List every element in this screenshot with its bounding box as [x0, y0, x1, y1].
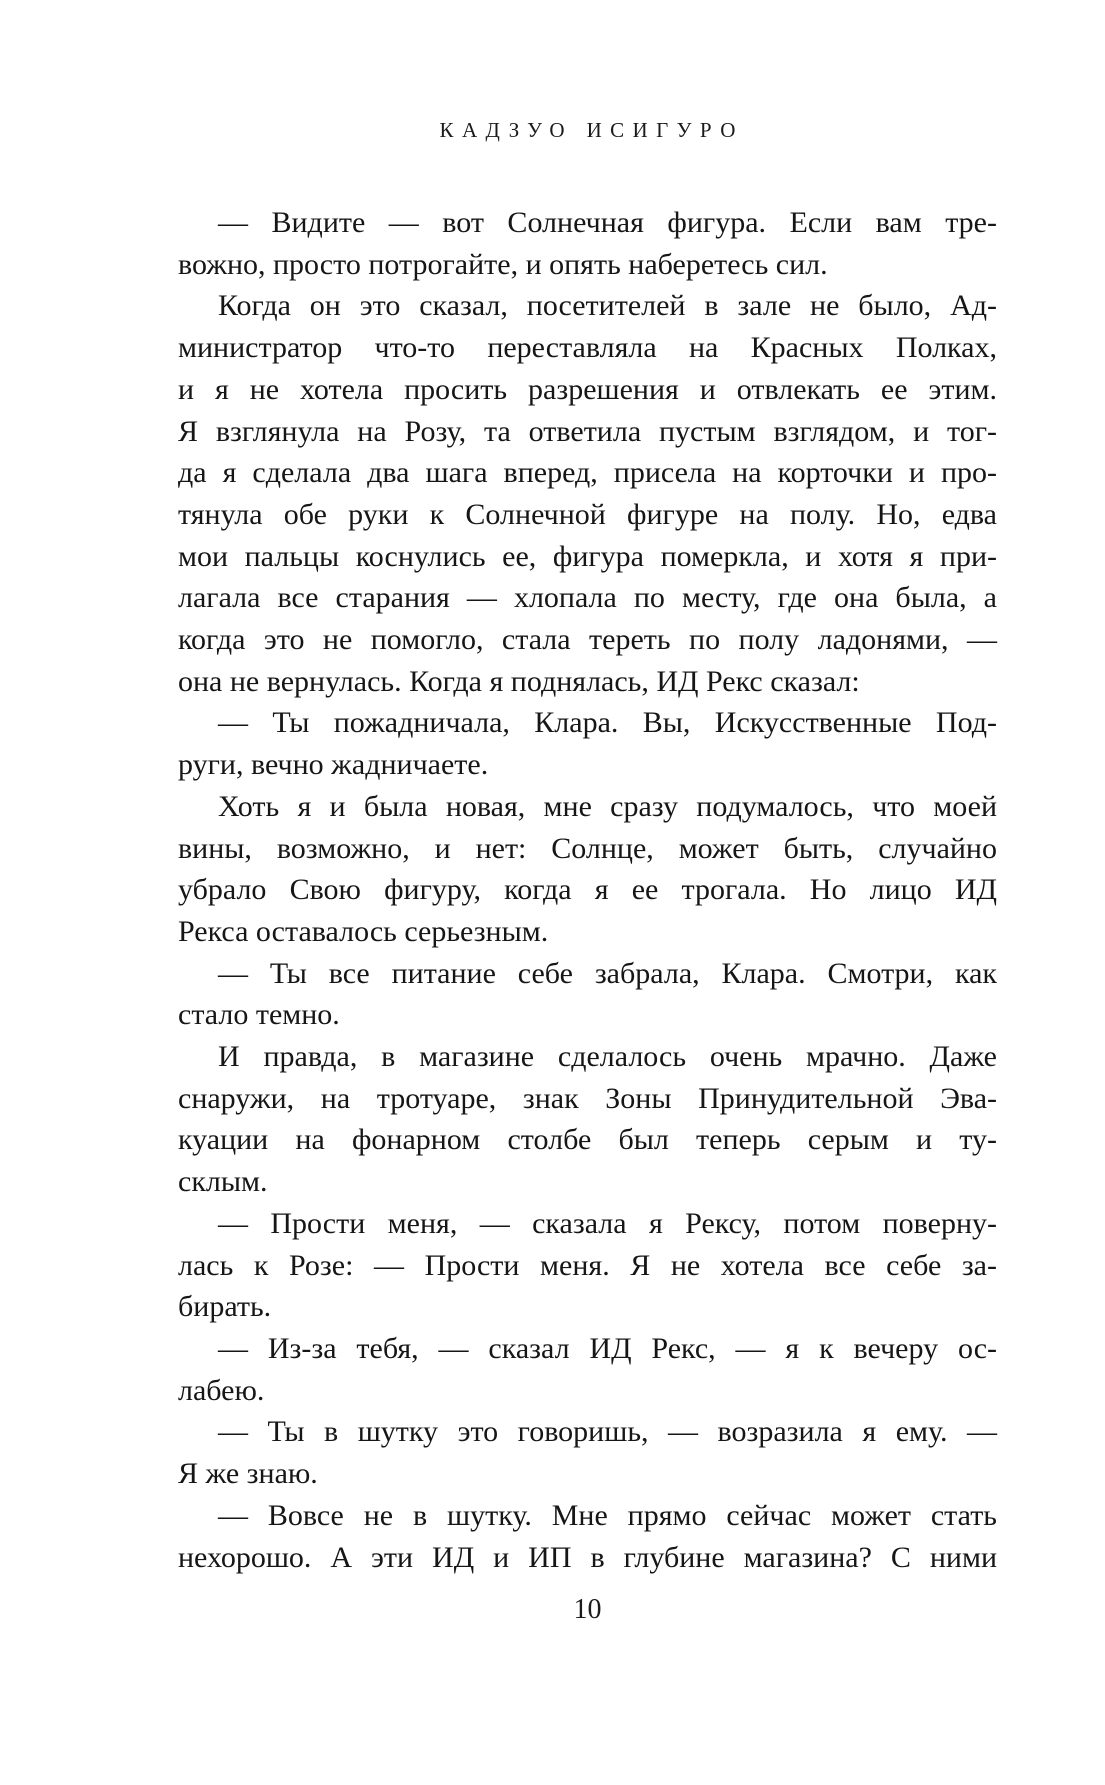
text-line: да я сделала два шага вперед, присела на корточки и про- — [178, 456, 997, 490]
text-line: — Видите — вот Солнечная фигура. Если вам тре- — [218, 206, 997, 239]
page-number: 10 — [573, 1594, 602, 1625]
text-line: она не вернулась. Когда я поднялась, ИД Рекс сказал: — [178, 664, 860, 698]
text-line: куации на фонарном столбе был теперь серым и ту- — [178, 1123, 997, 1157]
text-line: — Ты пожадничала, Клара. Вы, Искусственные Под- — [218, 706, 997, 740]
text-line: нехорошо. А эти ИД и ИП в глубине магазина? С ними — [178, 1540, 997, 1574]
text-line: и я не хотела просить разрешения и отвлекать ее этим. — [178, 372, 997, 406]
text-line: убрало Свою фигуру, когда я ее трогала. Но лицо ИД — [178, 873, 997, 907]
text-line: вины, возможно, и нет: Солнце, может быть, случайно — [178, 831, 997, 865]
text-line: стало темно. — [178, 998, 340, 1032]
text-line: Хоть я и была новая, мне сразу подумалось, что моей — [218, 789, 997, 823]
text-line: склым. — [178, 1165, 268, 1199]
running-header: КАДЗУО ИСИГУРО — [439, 118, 744, 142]
text-line: мои пальцы коснулись ее, фигура померкла, и хотя я при- — [178, 539, 997, 573]
text-line: Я взглянула на Розу, та ответила пустым взглядом, и тог- — [178, 414, 997, 448]
page-text — [178, 202, 997, 1578]
text-line: руги, вечно жадничаете. — [178, 748, 489, 782]
text-line: — Ты все питание себе забрала, Клара. Смотри, как — [218, 956, 997, 990]
text-line: тянула обе руки к Солнечной фигуре на полу. Но, едва — [178, 497, 997, 531]
text-line: — Прости меня, — сказала я Рексу, потом поверну- — [218, 1206, 997, 1240]
text-line: Я же знаю. — [178, 1457, 318, 1491]
text-line: лась к Розе: — Прости меня. Я не хотела все себе за- — [178, 1248, 997, 1282]
text-line: Рекса оставалось серьезным. — [178, 914, 549, 948]
text-line: когда это не помогло, стала тереть по полу ладонями, — — [178, 623, 997, 657]
text-line: — Из-за тебя, — сказал ИД Рекс, — я к вечеру ос- — [218, 1331, 997, 1365]
text-line: — Вовсе не в шутку. Мне прямо сейчас может стать — [218, 1498, 997, 1532]
text-line: — Ты в шутку это говоришь, — возразила я ему. — — [218, 1415, 997, 1449]
text-line: вожно, просто потрогайте, и опять наберетесь сил. — [178, 247, 828, 281]
text-line: министратор что-то переставляла на Красных Полках, — [178, 331, 997, 365]
text-line: бирать. — [178, 1290, 272, 1324]
text-line: И правда, в магазине сделалось очень мрачно. Даже — [218, 1040, 997, 1074]
text-line: снаружи, на тротуаре, знак Зоны Принудительной Эва- — [178, 1081, 997, 1115]
text-line: Когда он это сказал, посетителей в зале не было, Ад- — [218, 289, 997, 323]
text-line: лабею. — [178, 1373, 265, 1407]
text-line: лагала все старания — хлопала по месту, где она была, а — [178, 581, 997, 615]
